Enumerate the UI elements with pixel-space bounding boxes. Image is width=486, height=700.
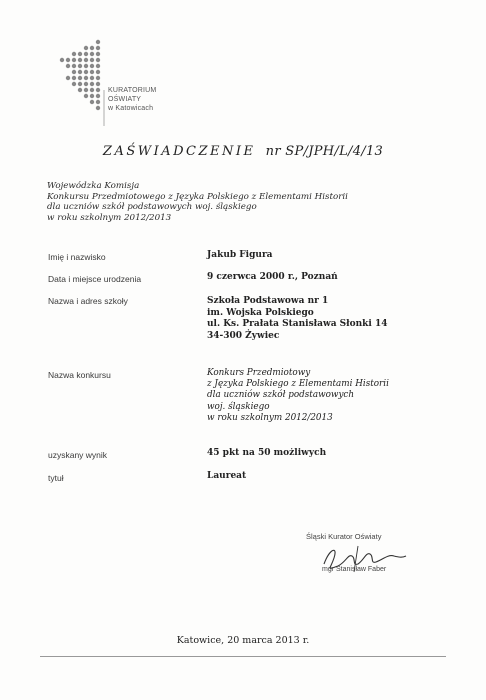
logo-text — [108, 86, 156, 113]
title-field-value-text: Laureat — [207, 471, 247, 481]
logo-line-2: OŚWIATY — [108, 96, 142, 103]
result-label: uzyskany wynik — [48, 450, 108, 460]
intro-block — [47, 181, 348, 223]
signatory-title: Śląski Kurator Oświaty — [306, 532, 382, 541]
intro-line: dla uczniów szkół podstawowych woj. śląskiego — [47, 202, 257, 213]
contest-line: Konkurs Przedmiotowy — [207, 368, 311, 378]
name-label: Imię i nazwisko — [48, 252, 106, 262]
logo-line-1: KURATORIUM — [108, 87, 157, 94]
intro-line: w roku szkolnym 2012/2013 — [47, 212, 172, 223]
document-title — [0, 144, 486, 159]
contest-value — [207, 368, 389, 424]
contest-label: Nazwa konkursu — [48, 370, 111, 380]
birth-label: Data i miejsce urodzenia — [48, 274, 142, 284]
signatory-name: mgr Stanisław Faber — [322, 566, 387, 573]
school-line: Szkoła Podstawowa nr 1 — [207, 296, 329, 306]
school-line: ul. Ks. Prałata Stanisława Słonki 14 — [207, 319, 388, 330]
contest-line: w roku szkolnym 2012/2013 — [207, 412, 333, 423]
title-main: ZAŚWIADCZENIE — [102, 144, 256, 159]
name-value-text: Jakub Figura — [207, 250, 273, 260]
title-field-value — [207, 471, 246, 483]
school-line: im. Wojska Polskiego — [207, 307, 314, 318]
name-value — [207, 250, 273, 262]
place-date: Katowice, 20 marca 2013 r. — [176, 635, 310, 646]
logo-line-3: w Katowicach — [108, 105, 154, 112]
result-value-text: 45 pkt na 50 możliwych — [207, 448, 327, 458]
school-value — [207, 296, 388, 342]
title-number: nr SP/JPH/L/4/13 — [265, 144, 384, 159]
kuratorium-logo-icon — [58, 38, 106, 128]
school-label: Nazwa i adres szkoły — [48, 296, 128, 306]
intro-line: Wojewódzka Komisja — [47, 181, 140, 191]
birth-value — [207, 272, 338, 284]
result-value — [207, 448, 326, 460]
contest-line: z Języka Polskiego z Elementami Historii — [207, 379, 389, 390]
contest-line: dla uczniów szkół podstawowych — [207, 390, 355, 401]
school-line: 34-300 Żywiec — [207, 330, 280, 341]
footer-rule — [40, 656, 446, 657]
intro-line: Konkursu Przedmiotowego z Języka Polskiego z Elementami Historii — [47, 191, 348, 202]
contest-line: woj. śląskiego — [207, 401, 270, 412]
birth-value-text: 9 czerwca 2000 r., Poznań — [207, 272, 338, 282]
title-field-label: tytuł — [48, 473, 64, 483]
